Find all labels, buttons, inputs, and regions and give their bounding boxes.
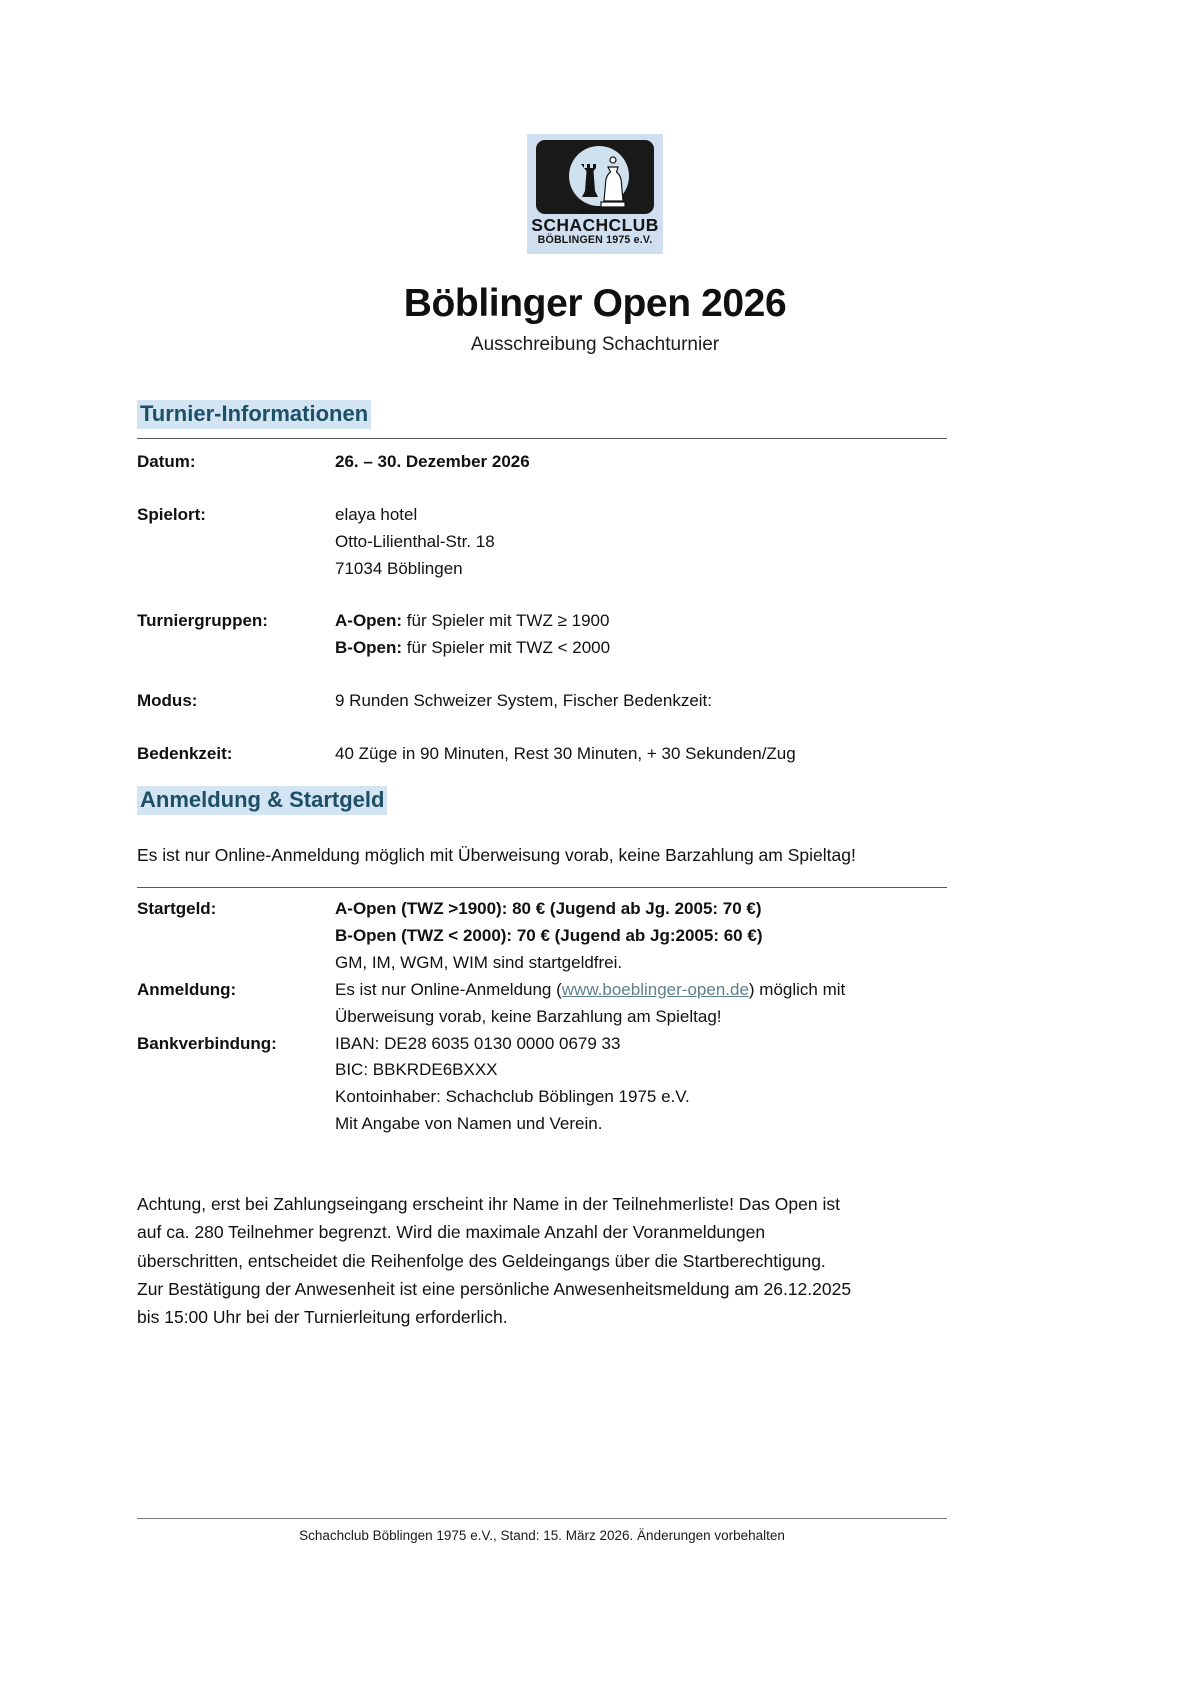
fee-a-open: A-Open (TWZ >1900): 80 € (Jugend ab Jg. 2005: 70 €) [335, 899, 762, 919]
row-value [335, 1031, 947, 1138]
footer-divider [137, 1518, 947, 1519]
row-label: Bedenkzeit: [137, 743, 233, 763]
notice-line: bis 15:00 Uhr bei der Turnierleitung erforderlich. [137, 1307, 508, 1328]
tournament-info-section [137, 400, 947, 768]
row-label: Turniergruppen: [137, 611, 268, 631]
row-value [335, 608, 947, 662]
logo-club-subtitle: BÖBLINGEN 1975 e.V. [537, 234, 653, 247]
tournament-website-link[interactable]: www.boeblinger-open.de [561, 979, 749, 999]
row-value-line: 40 Züge in 90 Minuten, Rest 30 Minuten, + 30 Sekunden/Zug [335, 743, 796, 763]
row-label: Spielort: [137, 504, 206, 524]
bank-iban: IBAN: DE28 6035 0130 0000 0679 33 [335, 1033, 621, 1053]
tournament-info-table [137, 449, 947, 768]
footer-text: Schachclub Böblingen 1975 e.V., Stand: 15. März 2026. Änderungen vorbehalten [299, 1528, 785, 1543]
fee-b-open: B-Open (TWZ < 2000): 70 € (Jugend ab Jg:2005: 60 €) [335, 926, 763, 946]
section-divider [137, 438, 947, 439]
group-b-text: für Spieler mit TWZ < 2000 [402, 638, 611, 658]
registration-table [137, 896, 947, 1138]
row-value-line: Otto-Lilienthal-Str. 18 [335, 531, 495, 551]
row-label: Datum: [137, 451, 196, 471]
row-value-bold: 26. – 30. Dezember 2026 [335, 451, 530, 471]
section-heading-tournament-info: Turnier-Informationen [137, 400, 371, 429]
bank-bic: BIC: BBKRDE6BXXX [335, 1060, 498, 1080]
row-value-line: Überweisung vorab, keine Barzahlung am Spieltag! [335, 1006, 722, 1026]
row-spacer [137, 476, 947, 502]
row-label: Startgeld: [137, 899, 217, 919]
registration-section [137, 786, 947, 1332]
registration-notice [137, 1190, 947, 1332]
logo-club-name: SCHACHCLUB [531, 215, 659, 235]
table-row [137, 608, 947, 662]
row-value-line: 71034 Böblingen [335, 558, 463, 578]
page-title: Böblinger Open 2026 [403, 282, 787, 325]
row-label: Anmeldung: [137, 979, 237, 999]
row-value [335, 449, 947, 476]
registration-link-line [335, 977, 947, 1004]
logo-panel [527, 134, 663, 254]
row-label: Bankverbindung: [137, 1033, 277, 1053]
row-value [335, 896, 947, 977]
table-row [137, 896, 947, 977]
table-row [137, 449, 947, 476]
row-spacer [137, 582, 947, 608]
group-a-label: A-Open: [335, 611, 403, 631]
row-spacer [137, 715, 947, 741]
notice-line: überschritten, entscheidet die Reihenfolge des Geldeingangs über die Startberechtigung. [137, 1250, 826, 1271]
row-value [335, 741, 947, 768]
section-heading-registration: Anmeldung & Startgeld [137, 786, 387, 815]
chess-pieces-badge-icon [536, 140, 654, 214]
table-row [137, 741, 947, 768]
link-prefix-text: Es ist nur Online-Anmeldung ( [335, 979, 562, 999]
notice-line: auf ca. 280 Teilnehmer begrenzt. Wird die maximale Anzahl der Voranmeldungen [137, 1222, 766, 1243]
row-value-line: elaya hotel [335, 504, 418, 524]
notice-line: Achtung, erst bei Zahlungseingang erscheint ihr Name in der Teilnehmerliste! Das Open ist [137, 1194, 840, 1215]
row-value [335, 502, 947, 583]
bank-reference-note: Mit Angabe von Namen und Verein. [335, 1114, 603, 1134]
row-value-line: 9 Runden Schweizer System, Fischer Bedenkzeit: [335, 691, 713, 711]
row-spacer [137, 662, 947, 688]
table-row [137, 1031, 947, 1138]
club-logo [0, 134, 1190, 254]
page-footer [137, 1518, 947, 1543]
section-divider [137, 887, 947, 888]
table-row [137, 502, 947, 583]
link-suffix-text: ) möglich mit [748, 979, 846, 999]
registration-intro-text: Es ist nur Online-Anmeldung möglich mit Überweisung vorab, keine Barzahlung am Spieltag! [137, 844, 856, 865]
tournament-info-rows [137, 449, 947, 768]
bank-account-holder: Kontoinhaber: Schachclub Böblingen 1975 e.V. [335, 1087, 690, 1107]
row-label: Modus: [137, 691, 198, 711]
group-a-text: für Spieler mit TWZ ≥ 1900 [402, 611, 610, 631]
table-row [137, 977, 947, 1031]
row-value [335, 977, 947, 1031]
notice-line: Zur Bestätigung der Anwesenheit ist eine persönliche Anwesenheitsmeldung am 26.12.2025 [137, 1279, 852, 1300]
fee-titled-free: GM, IM, WGM, WIM sind startgeldfrei. [335, 953, 623, 973]
group-b-label: B-Open: [335, 638, 403, 658]
page-subtitle: Ausschreibung Schachturnier [470, 334, 720, 355]
row-value [335, 688, 947, 715]
registration-rows [137, 896, 947, 1138]
table-row [137, 688, 947, 715]
